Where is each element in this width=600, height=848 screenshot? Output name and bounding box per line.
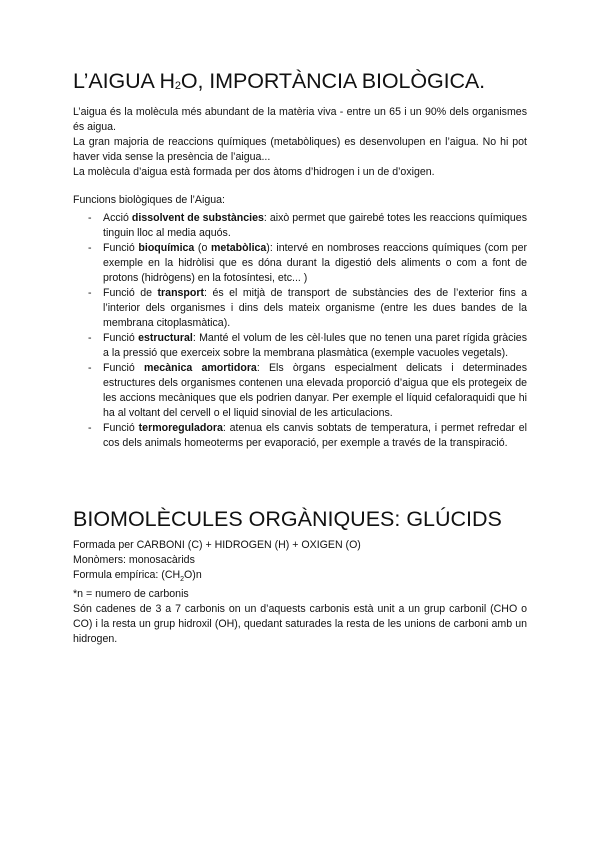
item-text: Funció de: [103, 287, 158, 299]
item-text: Funció: [103, 242, 139, 254]
title-subscript: 2: [174, 80, 181, 92]
item-text: (o: [194, 242, 211, 254]
item-bold: termoreguladora: [138, 422, 223, 434]
description-paragraph: Són cadenes de 3 a 7 carbonis on un d’aquests carbonis està unit a un grup carbonil (CHO o CO) i la resta un grup hidroxil (OH), quedant saturades la resta de les unions de carboni amb un hidrogen.: [73, 603, 527, 646]
list-item: [73, 286, 527, 331]
item-text: Acció: [103, 212, 132, 224]
monomers-line: Monòmers: monosacàrids: [73, 554, 195, 566]
item-bold: mecànica amortidora: [144, 362, 257, 374]
item-text: : això permet que gairebé totes les reaccions químiques tinguin lloc al media aquós.: [103, 212, 527, 239]
functions-heading: Funcions biològiques de l’Aigua:: [73, 194, 225, 206]
paragraph: L’aigua és la molècula més abundant de la matèria viva - entre un 65 i un 90% dels organismes és aigua.: [73, 106, 527, 133]
item-bold: metabòlica: [210, 242, 267, 254]
glucids-block: [73, 538, 527, 647]
functions-list: [73, 211, 527, 451]
list-item: [73, 241, 527, 286]
section-title-water: [73, 70, 485, 94]
item-text: Funció: [103, 332, 139, 344]
functions-block: [73, 193, 527, 451]
item-bold: bioquímica: [138, 242, 195, 254]
formula-text-end: O)n: [184, 569, 202, 581]
item-text: ): intervé en nombroses reaccions químiques (com per exemple en la hidròlisi que es dóna durant la digestió dels aliments o com a font de protons (hidrògens) en la fotosíntesi, etc... ): [103, 242, 527, 284]
item-text: Funció: [103, 362, 144, 374]
list-item: [73, 331, 527, 361]
list-dash: -: [88, 332, 92, 344]
item-bold: estructural: [138, 332, 193, 344]
item-text: : Els òrgans especialment delicats i determinades estructures dels organismes contenen una elevada proporció d’aigua que els protegeix de les accions mecàniques que els podrien danyar. Per exemple el líquid cefaloraquidi que hi ha al voltant del cervell o el liquid sinovial de les articulacions.: [103, 362, 527, 419]
list-dash: -: [88, 362, 92, 374]
formula-subscript: 2: [180, 576, 185, 584]
item-text: : Manté el volum de les cèl·lules que no tenen una paret rígida gràcies a la pressió que exerceix sobre la membrana plasmàtica (exemple vacuoles vegetals).: [103, 332, 527, 359]
list-dash: -: [88, 242, 92, 254]
title-text: L’AIGUA H: [73, 69, 175, 93]
title-text-end: O, IMPORTÀNCIA BIOLÒGICA.: [180, 69, 486, 93]
formula-composition: Formada per CARBONI (C) + HIDROGEN (H) + OXIGEN (O): [73, 539, 361, 551]
footnote-line: *n = numero de carbonis: [73, 588, 189, 601]
section-title-glucids: BIOMOLÈCULES ORGÀNIQUES: GLÚCIDS: [73, 507, 502, 531]
item-bold: dissolvent de substàncies: [131, 212, 264, 224]
item-text: : atenua els canvis sobtats de temperatura, i permet refredar el cos dels animals homeoterms per evaporació, per exemple a través de la transpiració.: [103, 422, 527, 449]
item-text: : és el mitjà de transport de substàncies des de l’exterior fins a l’interior dels organismes i dins dels mateix organisme (entre les dues bandes de la membrana citoplasmàtica).: [103, 287, 528, 329]
item-text: Funció: [103, 422, 139, 434]
item-bold: transport: [157, 287, 205, 299]
list-dash: -: [88, 212, 92, 224]
paragraph: La gran majoria de reaccions químiques (metabòliques) es desenvolupen en l’aigua. No hi pot haver vida sense la presència de l’aigua...: [73, 136, 527, 163]
list-dash: -: [88, 287, 92, 299]
list-item: [73, 361, 527, 421]
paragraph: La molècula d’aigua està formada per dos àtoms d’hidrogen i un de d’oxigen.: [73, 166, 435, 178]
intro-paragraphs: [73, 105, 527, 180]
list-item: [73, 211, 527, 241]
list-dash: -: [88, 422, 92, 434]
empirical-formula: [73, 568, 527, 587]
list-item: [73, 421, 527, 451]
formula-text: Formula empírica: (CH: [73, 569, 181, 581]
